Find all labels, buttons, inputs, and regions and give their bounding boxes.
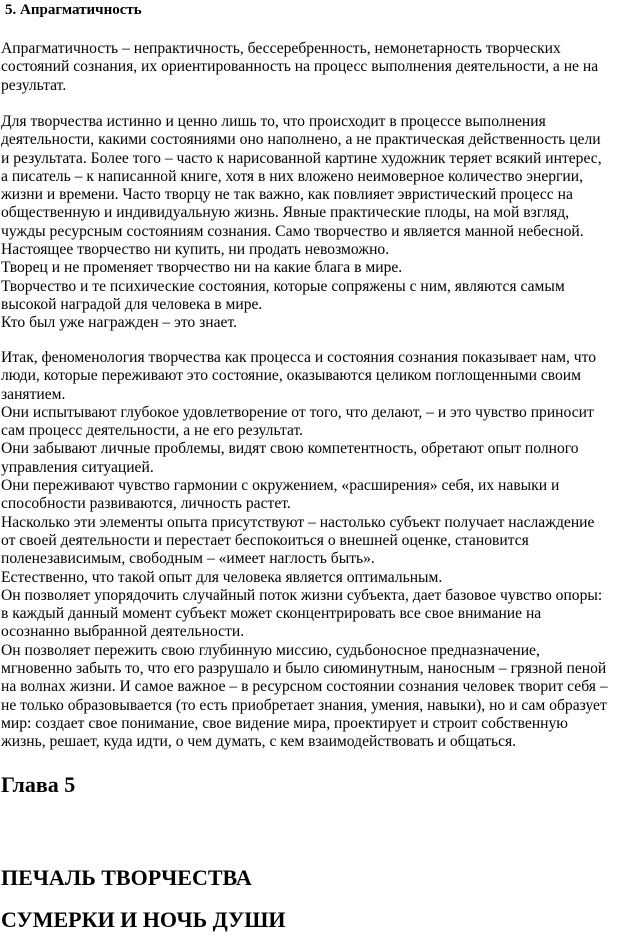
text-line: деятельности, какими состояниями оно наполнено, а не практическая действенность цели <box>1 131 601 149</box>
text-line: на волнах жизни. И самое важное – в ресурсном состоянии сознания человек творит себя – <box>1 678 608 696</box>
text-line: Естественно, что такой опыт для человека является оптимальным. <box>1 568 443 586</box>
paragraph-phenomenology <box>1 349 620 752</box>
text-line: мир: создает свое понимание, свое видение мира, проектирует и строит собственную <box>1 714 568 732</box>
text-line: чужды ресурсным состояниям сознания. Само творчество и является манной небесной. <box>1 222 584 240</box>
text-line: не только образовывается (то есть приобретает знания, умения, навыки), но и сам образует <box>1 696 607 714</box>
chapter-label: Глава 5 <box>1 772 76 797</box>
text-line: Творчество и те психические состояния, которые сопряжены с ним, являются самым <box>1 277 565 295</box>
paragraph-definition <box>1 40 620 95</box>
text-line: мгновенно забыть то, что его разрушало и было сиюминутным, наносным – грязной пеной <box>1 660 607 678</box>
text-line: в каждый данный момент субъект может сконцентрировать все свое внимание на <box>1 605 542 623</box>
text-line: Он позволяет пережить свою глубинную миссию, судьбоносное предназначение, <box>1 641 540 659</box>
paragraph-creativity-value <box>1 113 620 333</box>
text-line: осознанно выбранной деятельности. <box>1 623 245 641</box>
text-line: Для творчества истинно и ценно лишь то, что происходит в процессе выполнения <box>1 113 546 130</box>
text-line: поленезависимым, свободным – «имеет наглость быть». <box>1 550 375 568</box>
chapter-title-line-2: СУМЕРКИ И НОЧЬ ДУШИ <box>1 907 286 932</box>
text-line: состояний сознания, их ориентированность на процесс выполнения деятельности, а не на <box>1 58 599 76</box>
text-line: Апрагматичность – непрактичность, бессеребренность, немонетарность творческих <box>1 40 561 57</box>
section-heading: 5. Апрагматичность <box>5 2 142 18</box>
chapter-title-line-1: ПЕЧАЛЬ ТВОРЧЕСТВА <box>1 865 252 890</box>
text-line: Они переживают чувство гармонии с окружением, «расширения» себя, их навыки и <box>1 477 560 495</box>
text-line: жизнь, решает, куда идти, о чем думать, с кем взаимодействовать и общаться. <box>1 733 517 751</box>
text-line: люди, которые переживают это состояние, оказываются целиком поглощенными своим <box>1 367 582 385</box>
text-line: Настоящее творчество ни купить, ни продать невозможно. <box>1 241 390 259</box>
text-line: а писатель – к написанной книге, хотя в них вложено неимоверное количество энергии, <box>1 167 584 185</box>
text-line: общественную и индивидуальную жизнь. Явные практические плоды, на мой взгляд, <box>1 204 570 222</box>
text-line: Итак, феноменология творчества как процесса и состояния сознания показывает нам, что <box>1 349 597 366</box>
text-line: жизни и времени. Часто творцу не так важно, как повлияет эвристический процесс на <box>1 186 573 204</box>
text-line: результат. <box>1 76 67 94</box>
text-line: занятием. <box>1 385 66 403</box>
text-line: Они испытывают глубокое удовлетворение от того, что делают, – и это чувство приносит <box>1 403 594 421</box>
text-line: Он позволяет упорядочить случайный поток жизни субъекта, дает базовое чувство опоры: <box>1 586 603 604</box>
text-line: управления ситуацией. <box>1 458 154 476</box>
text-line: Насколько эти элементы опыта присутствуют – настолько субъект получает наслаждение <box>1 513 595 531</box>
text-line: высокой наградой для человека в мире. <box>1 295 263 313</box>
text-line: сам процесс деятельности, а не его результат. <box>1 422 304 440</box>
text-line: Творец и не променяет творчество ни на какие блага в мире. <box>1 259 403 277</box>
text-line: и результата. Более того – часто к нарисованной картине художник теряет всякий интерес, <box>1 149 602 167</box>
text-line: Кто был уже награжден – это знает. <box>1 314 238 332</box>
text-line: от своей деятельности и перестает беспокоиться о внешней оценке, становится <box>1 531 529 549</box>
text-line: Они забывают личные проблемы, видят свою компетентность, обретают опыт полного <box>1 440 579 458</box>
text-line: способности развиваются, личность растет. <box>1 495 291 513</box>
